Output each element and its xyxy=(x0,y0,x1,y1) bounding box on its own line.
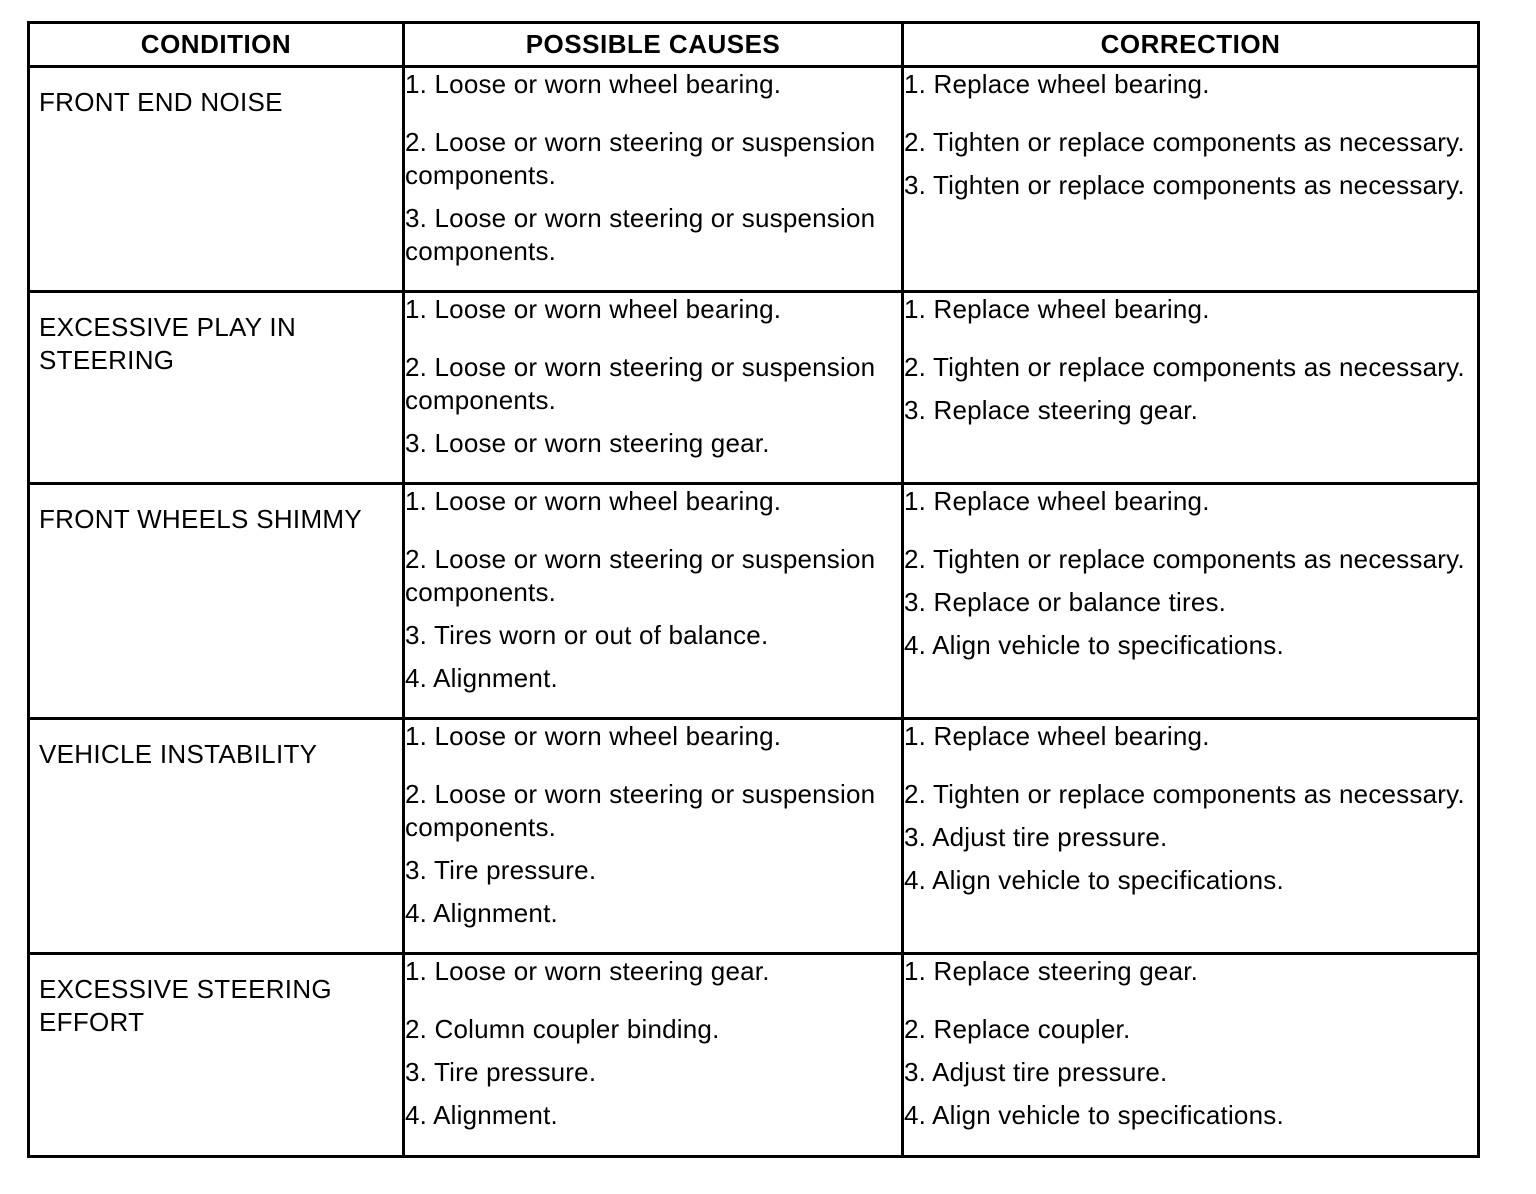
correction-item: 4. Align vehicle to specifications. xyxy=(904,1100,1284,1130)
correction-item: 3. Replace or balance tires. xyxy=(904,587,1227,617)
cause-item: 3. Loose or worn steering gear. xyxy=(405,428,770,458)
correction-item: 1. Replace wheel bearing. xyxy=(904,69,1210,99)
table-row xyxy=(29,954,1479,1157)
table-row xyxy=(29,484,1479,719)
header-row xyxy=(29,23,1479,67)
correction-item: 3. Adjust tire pressure. xyxy=(904,1057,1168,1087)
causes-cell xyxy=(404,292,903,484)
condition-text: VEHICLE INSTABILITY xyxy=(39,739,318,769)
cause-item: 1. Loose or worn wheel bearing. xyxy=(405,294,782,324)
cause-item: 1. Loose or worn wheel bearing. xyxy=(405,486,782,516)
header-condition: CONDITION xyxy=(29,23,404,67)
cause-item: 3. Tire pressure. xyxy=(405,855,597,885)
correction-item: 2. Tighten or replace components as necessary. xyxy=(904,127,1465,157)
condition-cell xyxy=(29,292,404,484)
correction-item: 3. Tighten or replace components as necessary. xyxy=(904,170,1465,200)
header-possible-causes: POSSIBLE CAUSES xyxy=(404,23,903,67)
cause-item: 3. Loose or worn steering or suspension components. xyxy=(405,203,876,266)
condition-cell xyxy=(29,954,404,1157)
condition-text: FRONT WHEELS SHIMMY xyxy=(39,504,363,534)
correction-item: 4. Align vehicle to specifications. xyxy=(904,865,1284,895)
cause-item: 2. Column coupler binding. xyxy=(405,1014,720,1044)
correction-cell xyxy=(903,484,1479,719)
cause-item: 4. Alignment. xyxy=(405,663,558,693)
correction-item: 3. Replace steering gear. xyxy=(904,395,1199,425)
header-correction: CORRECTION xyxy=(903,23,1479,67)
causes-cell xyxy=(404,484,903,719)
correction-item: 3. Adjust tire pressure. xyxy=(904,822,1168,852)
cause-item: 1. Loose or worn steering gear. xyxy=(405,956,770,986)
correction-item: 1. Replace steering gear. xyxy=(904,956,1199,986)
cause-item: 1. Loose or worn wheel bearing. xyxy=(405,69,782,99)
cause-item: 4. Alignment. xyxy=(405,1100,558,1130)
correction-cell xyxy=(903,292,1479,484)
table-row xyxy=(29,67,1479,292)
correction-item: 1. Replace wheel bearing. xyxy=(904,721,1210,751)
correction-cell xyxy=(903,67,1479,292)
correction-item: 4. Align vehicle to specifications. xyxy=(904,630,1284,660)
cause-item: 3. Tires worn or out of balance. xyxy=(405,620,769,650)
cause-item: 3. Tire pressure. xyxy=(405,1057,597,1087)
causes-cell xyxy=(404,719,903,954)
table-row xyxy=(29,719,1479,954)
condition-cell xyxy=(29,719,404,954)
condition-text: EXCESSIVE STEERING EFFORT xyxy=(39,974,332,1037)
cause-item: 4. Alignment. xyxy=(405,898,558,928)
causes-cell xyxy=(404,954,903,1157)
correction-cell xyxy=(903,719,1479,954)
condition-text: FRONT END NOISE xyxy=(39,87,283,117)
diagnosis-table xyxy=(27,21,1480,1158)
condition-cell xyxy=(29,484,404,719)
correction-item: 2. Tighten or replace components as necessary. xyxy=(904,779,1465,809)
correction-item: 1. Replace wheel bearing. xyxy=(904,294,1210,324)
correction-item: 2. Tighten or replace components as necessary. xyxy=(904,352,1465,382)
table-row xyxy=(29,292,1479,484)
causes-cell xyxy=(404,67,903,292)
correction-cell xyxy=(903,954,1479,1157)
cause-item: 2. Loose or worn steering or suspension components. xyxy=(405,779,876,842)
correction-item: 1. Replace wheel bearing. xyxy=(904,486,1210,516)
cause-item: 2. Loose or worn steering or suspension components. xyxy=(405,544,876,607)
correction-item: 2. Tighten or replace components as necessary. xyxy=(904,544,1465,574)
condition-text: EXCESSIVE PLAY IN STEERING xyxy=(39,312,297,375)
correction-item: 2. Replace coupler. xyxy=(904,1014,1131,1044)
cause-item: 1. Loose or worn wheel bearing. xyxy=(405,721,782,751)
cause-item: 2. Loose or worn steering or suspension components. xyxy=(405,352,876,415)
cause-item: 2. Loose or worn steering or suspension components. xyxy=(405,127,876,190)
condition-cell xyxy=(29,67,404,292)
